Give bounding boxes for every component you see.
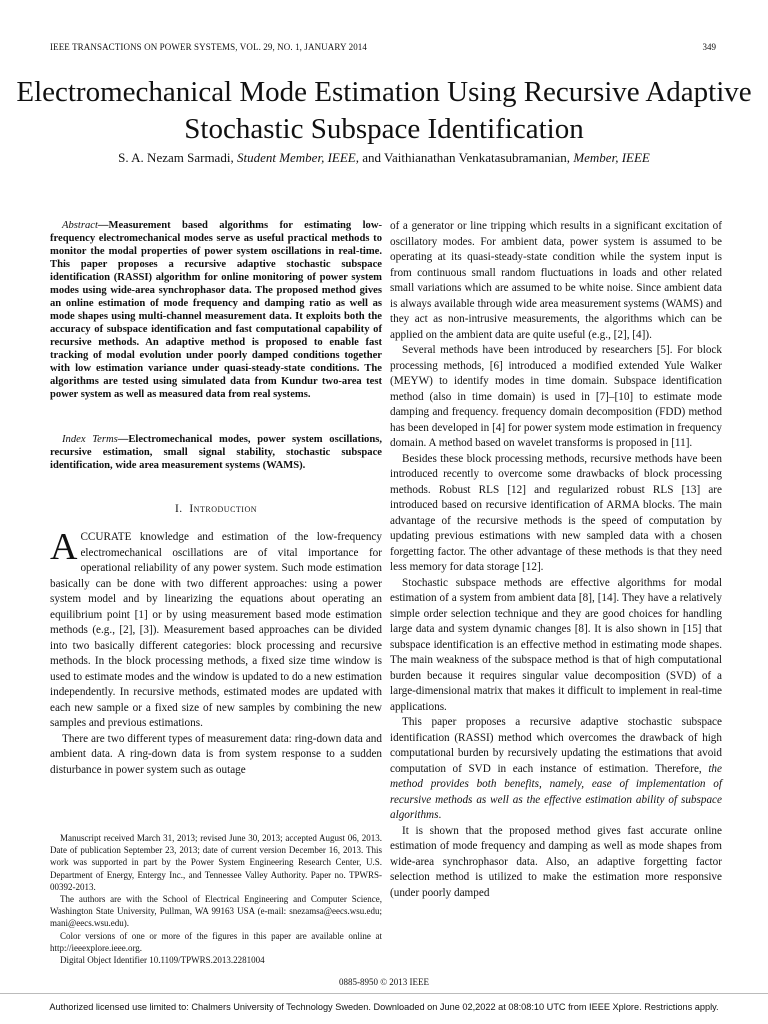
running-header: IEEE TRANSACTIONS ON POWER SYSTEMS, VOL. 29, NO. 1, JANUARY 2014 — [50, 42, 368, 52]
right-paragraph-4: Stochastic subspace methods are effective algorithms for modal estimation of a system from ambient data [8], [14]. They have a relatively simple order selection technique and they are good choices for handling large data and system dynamic changes [8]. It is also shown in [15] that subspace identification is an effective method in estimating mode shapes. The main weakness of the subspace method is that of high computational burden because it requires singular value decomposition (SVD) of a large-dimensional matrix that makes it difficult to implement in real-time applications. — [390, 576, 722, 713]
author-1-name: S. A. Nezam Sarmadi, — [118, 150, 234, 165]
footer-divider — [0, 993, 768, 994]
author-conjunction: and — [362, 150, 382, 165]
author-1-role: Student Member, IEEE, — [236, 150, 359, 165]
section-title: Introduction — [189, 503, 258, 515]
introduction-body — [50, 526, 382, 778]
footnotes — [50, 832, 382, 966]
index-terms-label: Index Terms — [62, 434, 118, 445]
intro-paragraph-2: There are two different types of measurement data: ring-down data and ambient data. A ring-down data is from system response to a sudden disturbance in power system such as outage — [50, 732, 382, 776]
abstract-label: Abstract — [62, 220, 98, 231]
paper-title: Electromechanical Mode Estimation Using Recursive Adaptive Stochastic Subspace Identification — [16, 76, 752, 145]
page-number: 349 — [702, 42, 716, 52]
authorized-use-notice: Authorized licensed use limited to: Chalmers University of Technology Sweden. Downloaded on June 02,2022 at 08:08:10 UTC from IEEE Xplore. Restrictions apply. — [49, 1002, 719, 1012]
right-paragraph-3: Besides these block processing methods, recursive methods have been introduced recently to overcome some drawbacks of block processing methods. Robust RLS [12] and regularized robust RLS [13] are introduced based on recursive identification of ARMA blocks. The main advantage of the recursive methods is the speed of computation by updating previous estimations with new sampled data with a chosen forgetting factor. The other advantage of these methods is that they need less memory for data storage [12]. — [390, 452, 722, 573]
right-column — [390, 219, 722, 901]
author-2-name: Vaithianathan Venkatasubramanian, — [384, 150, 571, 165]
footnote-doi: Digital Object Identifier 10.1109/TPWRS.2013.2281004 — [60, 955, 265, 966]
intro-paragraph-1: CCURATE knowledge and estimation of the low-frequency electromechanical oscillations are of vital importance for operational reliability of any power system. Such mode estimation basically can be done with two different approaches: using a power system model and by linearizing the equations about operating an equilibrium point [1] or by using measurement based mode estimation methods (e.g., [2], [3]). Measurement based approaches can be divided into two basically different categories: block processing and recursive methods. In the block processing methods, a fixed size time window is used to estimate modes and the window is updated to do a new estimation independently. In recursive methods, estimated modes are updated with each new sample or a fixed size of new samples by combining the new samples and previous estimations. — [50, 531, 382, 729]
author-2-role: Member, IEEE — [573, 150, 650, 165]
index-terms — [50, 433, 382, 472]
right-paragraph-6: It is shown that the proposed method gives fast accurate online estimation of mode frequency and damping as well as mode shapes from wide-area synchrophasor data. Also, an adaptive forgetting factor selection method is utilized to make the estimation more responsive (under poorly damped — [390, 824, 722, 899]
abstract — [50, 219, 382, 401]
right-paragraph-2: Several methods have been introduced by researchers [5]. For block processing methods, [6] introduced a modified extended Yule Walker (MEYW) to identify modes in time domain. Subspace identification method (also in time domain) is used in [7]–[10] to estimate mode damping and frequency. frequency domain decomposition (FDD) method has been developed in [4] for power system mode estimation in frequency domain. A method based on wavelet transforms is proposed in [11]. — [390, 344, 722, 449]
copyright-notice: 0885-8950 © 2013 IEEE — [338, 977, 430, 987]
right-paragraph-5-emphasis: the method provides both benefits, namely, ease of implementation of recursive methods as well as the effective estimation ability of subspace algorithms — [390, 762, 722, 821]
right-paragraph-5-a: This paper proposes a recursive adaptive stochastic subspace identification (RASSI) method which overcomes the drawback of high computational burden by recursively updating the estimations that avoid computation of SVD in each instance of estimation. Therefore, — [390, 716, 722, 775]
right-paragraph-1: of a generator or line tripping which results in a significant excitation of oscillatory modes. For ambient data, power system is assumed to be operating at its quasi-steady-state condition while the system input is from continuous small random fluctuations in loads and other related small variations which are assumed to be white noise. Since ambient data is always available through wide area measurement systems (WAMS) and they act as non-intrusive measurements, the algorithms which can be applied on the ambient data are quite useful (e.g., [2], [4]). — [390, 220, 722, 341]
section-heading — [50, 503, 382, 515]
right-paragraph-5 — [390, 715, 722, 824]
footnote-manuscript: Manuscript received March 31, 2013; revised June 30, 2013; accepted August 06, 2013. Date of publication September 23, 2013; date of current version December 16, 2013. This work was supported in part by the Power System Engineering Research Center, U.S. Department of Energy, Entergy Inc., and Tennessee Valley Authority. Paper no. TPWRS-00392-2013. — [50, 833, 382, 892]
abstract-text: —Measurement based algorithms for estimating low-frequency electromechanical modes serve as useful practical methods to monitor the modal properties of power system oscillations in real-time. This paper proposes a recursive adaptive stochastic subspace identification (RASSI) algorithm for online monitoring of power system modes using wide-area synchrophasor data. The proposed method gives an online estimation of mode frequency and damping ratio as well as mode shapes using multi-channel measurement data. It exploits both the accuracy of subspace identification and fast computational capability of recursive methods. An adaptive method is proposed to enable fast tracking of modal evolution under poorly damped conditions together with low estimation variance under quasi-steady-state conditions. The algorithms are tested using simulated data from Kundur two-area test power system as well as measured data from real systems. — [50, 220, 382, 400]
footnote-color-versions: Color versions of one or more of the figures in this paper are available online at http://ieeexplore.ieee.org. — [50, 930, 382, 953]
footnote-affiliation: The authors are with the School of Electrical Engineering and Computer Science, Washington State University, Pullman, WA 99163 USA (e-mail: snezamsa@eecs.wsu.edu; mani@eecs.wsu.edu). — [50, 894, 382, 929]
drop-cap: A — [50, 526, 78, 568]
right-paragraph-5-c: . — [438, 809, 442, 821]
section-number: I. — [174, 503, 183, 515]
index-terms-text: —Electromechanical modes, power system oscillations, recursive estimation, small signal stability, stochastic subspace identification, wide area measurement systems (WAMS). — [50, 434, 382, 471]
author-line — [0, 150, 768, 166]
